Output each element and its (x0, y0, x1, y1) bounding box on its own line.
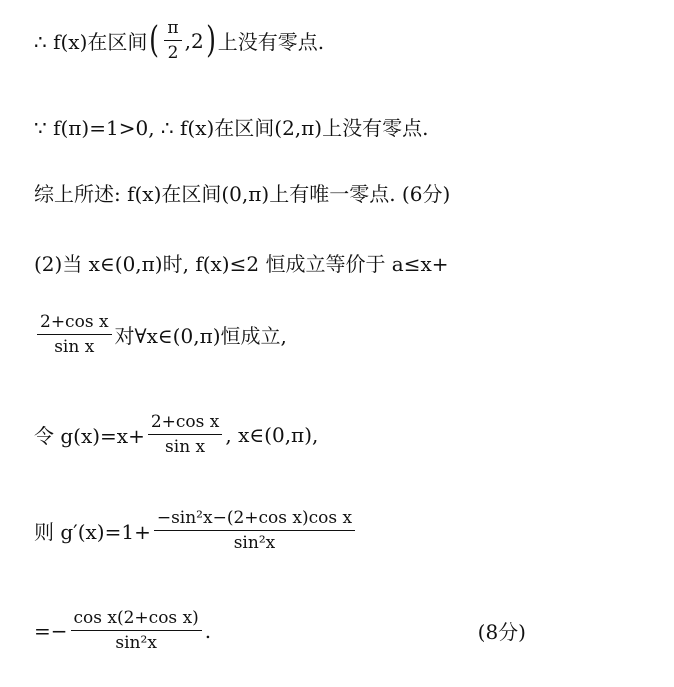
fraction-denominator: 2 (167, 43, 179, 63)
fraction-denominator: sin²x (233, 533, 276, 553)
left-paren: ( (149, 19, 160, 61)
line-8-suffix: . (204, 618, 212, 643)
solution-line-4 (34, 248, 449, 277)
solution-line-1 (34, 18, 324, 63)
line-1-suffix: 上没有零点. (217, 30, 325, 54)
line-6-suffix: , x∈(0,π), (225, 422, 319, 447)
fraction-2-plus-cos-over-sin (37, 312, 112, 357)
fraction-numerator: cos x(2+cos x) (73, 608, 199, 628)
line-5-suffix: 对∀x∈(0,π)恒成立, (114, 324, 287, 348)
line-3-text: 综上所述: f(x)在区间(0,π)上有唯一零点. (6分) (34, 182, 451, 206)
score-label-8: (8分) (477, 620, 526, 644)
solution-line-7 (34, 508, 358, 553)
fraction-g-definition (148, 412, 223, 457)
solution-line-5 (34, 312, 287, 357)
right-paren: ) (205, 19, 216, 61)
fraction-numerator: 2+cos x (150, 412, 220, 432)
line-6-prefix: 令 g(x)=x+ (34, 424, 145, 448)
solution-line-2 (34, 112, 428, 141)
line-8-prefix: =− (34, 618, 68, 643)
line-1-prefix: ∴ f(x)在区间 (34, 30, 148, 54)
solution-line-8 (34, 608, 600, 653)
line-1-after-fraction: ,2 (184, 28, 204, 53)
fraction-numerator: π (167, 18, 179, 38)
line-4-text: (2)当 x∈(0,π)时, f(x)≤2 恒成立等价于 a≤x+ (34, 252, 449, 276)
fraction-denominator: sin x (165, 437, 206, 457)
line-7-prefix: 则 g′(x)=1+ (34, 520, 151, 544)
fraction-simplified-derivative (71, 608, 202, 653)
fraction-denominator: sin x (54, 337, 95, 357)
fraction-numerator: −sin²x−(2+cos x)cos x (156, 508, 353, 528)
line-2-text: ∵ f(π)=1>0, ∴ f(x)在区间(2,π)上没有零点. (34, 116, 429, 140)
fraction-numerator: 2+cos x (40, 312, 109, 332)
fraction-pi-over-2 (164, 18, 181, 63)
solution-line-3 (34, 178, 450, 207)
fraction-derivative (154, 508, 355, 553)
fraction-denominator: sin²x (115, 633, 157, 653)
solution-line-6 (34, 412, 318, 457)
